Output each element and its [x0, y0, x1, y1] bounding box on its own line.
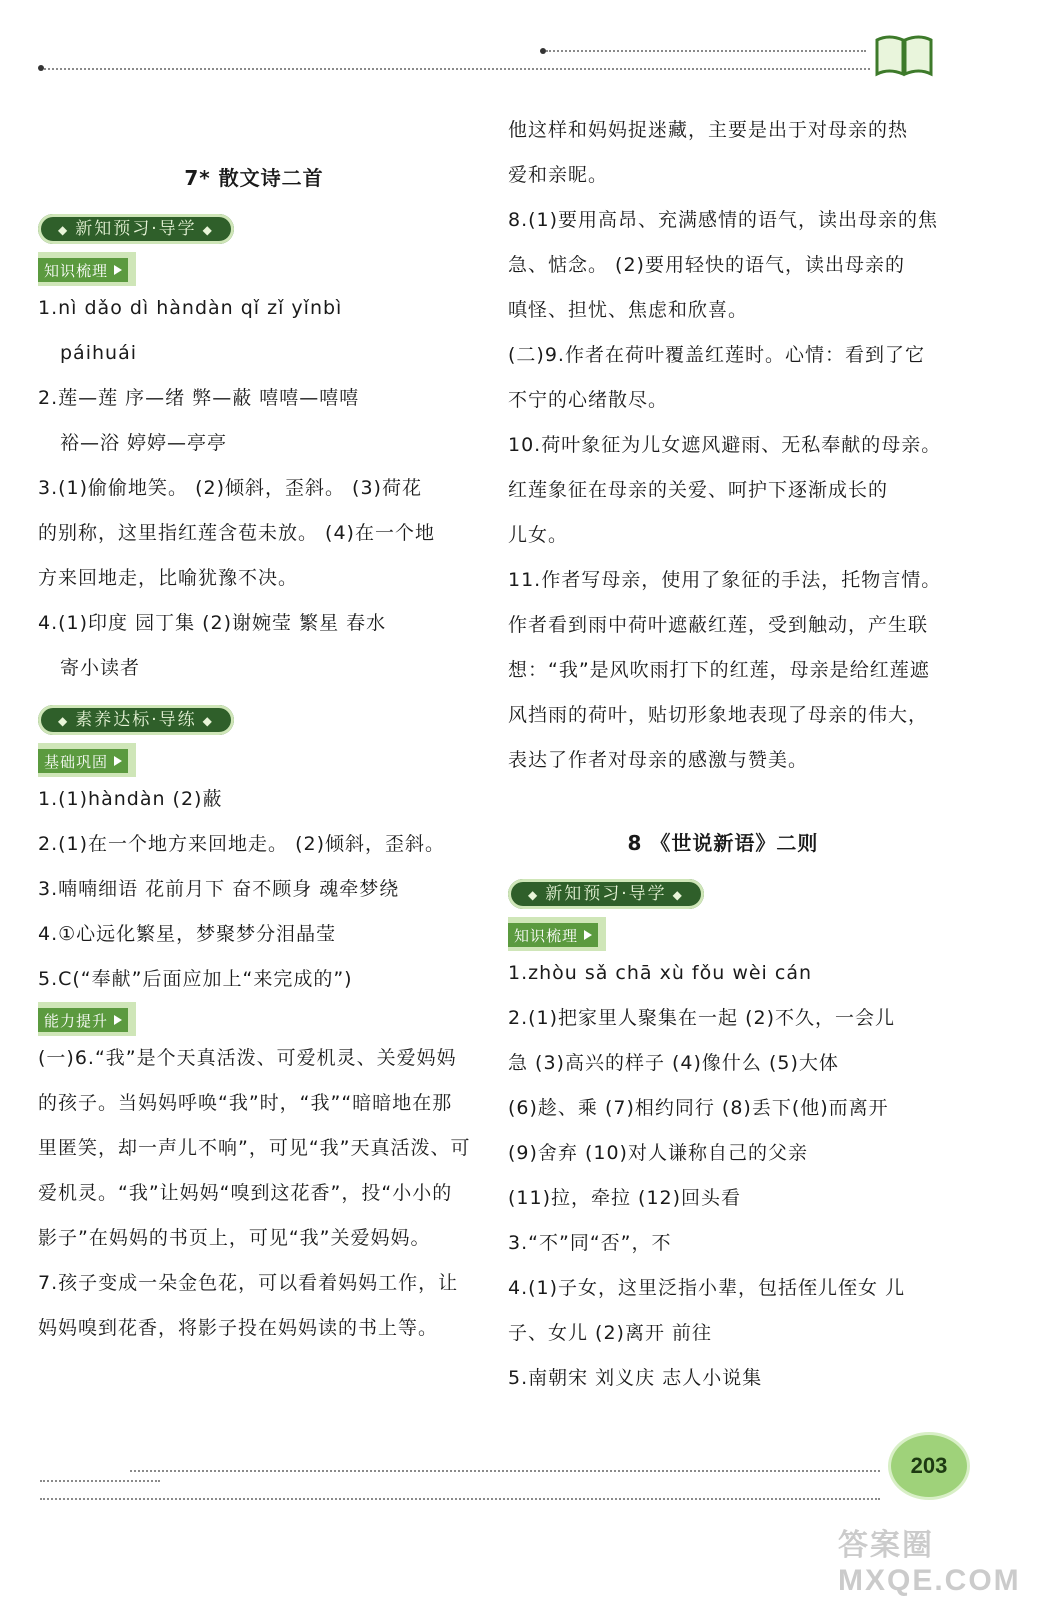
answer-line: 儿女。 — [508, 524, 569, 546]
diamond-icon: ◆ — [672, 888, 684, 902]
answer-line: 他这样和妈妈捉迷藏，主要是出于对母亲的热 — [508, 119, 909, 141]
answer-line: 4.①心远化繁星，梦聚梦分泪晶莹 — [38, 923, 337, 945]
play-arrow-icon — [114, 756, 122, 766]
footer-dotted-line — [40, 1480, 160, 1482]
watermark-logo: 答案圈 MXQE.COM — [838, 1529, 1021, 1597]
answer-line: 4.(1)印度 园丁集 (2)谢婉莹 繁星 春水 — [38, 612, 387, 634]
answer-line: 想：“我”是风吹雨打下的红莲，母亲是给红莲遮 — [508, 659, 930, 681]
answer-line: 1.(1)hàndàn (2)蔽 — [38, 788, 223, 810]
play-arrow-icon — [584, 930, 592, 940]
play-arrow-icon — [114, 265, 122, 275]
answer-line: 妈妈嗅到花香，将影子投在妈妈读的书上等。 — [38, 1317, 439, 1339]
header-dotted-line-upper — [546, 50, 866, 52]
answer-line: 急、惦念。 (2)要用轻快的语气，读出母亲的 — [508, 254, 905, 276]
answer-line: 表达了作者对母亲的感激与赞美。 — [508, 749, 809, 771]
page-number-badge: 203 — [888, 1432, 970, 1500]
tag-ability: 能力提升 — [38, 1002, 136, 1036]
section-title-8: 8 《世说新语》二则 — [627, 831, 819, 855]
answer-line: 1.nì dǎo dì hàndàn qǐ zǐ yǐnbì — [38, 297, 343, 319]
answer-line: 的孩子。当妈妈呼唤“我”时，“我”“暗暗地在那 — [38, 1092, 453, 1114]
section-title-7: 7* 散文诗二首 — [184, 166, 324, 190]
footer-dotted-line — [40, 1498, 880, 1500]
answer-line: 急 (3)高兴的样子 (4)像什么 (5)大体 — [508, 1052, 839, 1074]
diamond-icon: ◆ — [202, 223, 214, 237]
answer-line: (9)舍弃 (10)对人谦称自己的父亲 — [508, 1142, 808, 1164]
answer-line: 1.zhòu sǎ chā xù fǒu wèi cán — [508, 962, 813, 984]
answer-line: 寄小读者 — [60, 657, 141, 679]
open-book-icon — [873, 30, 935, 78]
banner-practice: ◆ 素养达标·导练 ◆ — [38, 705, 234, 735]
answer-line: 5.南朝宋 刘义庆 志人小说集 — [508, 1367, 763, 1389]
tag-knowledge: 知识梳理 — [508, 917, 606, 951]
banner-preview: ◆ 新知预习·导学 ◆ — [508, 879, 704, 909]
answer-line: 方来回地走，比喻犹豫不决。 — [38, 567, 299, 589]
answer-line: 子、女儿 (2)离开 前往 — [508, 1322, 712, 1344]
answer-line: 爱和亲昵。 — [508, 164, 609, 186]
diamond-icon: ◆ — [58, 223, 70, 237]
tag-basics: 基础巩固 — [38, 743, 136, 777]
play-arrow-icon — [114, 1015, 122, 1025]
diamond-icon: ◆ — [202, 714, 214, 728]
answer-line: 7.孩子变成一朵金色花，可以看着妈妈工作，让 — [38, 1272, 459, 1294]
answer-line: 8.(1)要用高昂、充满感情的语气，读出母亲的焦 — [508, 209, 939, 231]
left-column — [38, 108, 470, 1351]
answer-line: 裕—浴 婷婷—亭亭 — [60, 432, 228, 454]
answer-line: 风挡雨的荷叶，贴切形象地表现了母亲的伟大， — [508, 704, 929, 726]
diamond-icon: ◆ — [58, 714, 70, 728]
tag-knowledge: 知识梳理 — [38, 252, 136, 286]
answer-line: (二)9.作者在荷叶覆盖红莲时。心情：看到了它 — [508, 344, 925, 366]
answer-line: 3.喃喃细语 花前月下 奋不顾身 魂牵梦绕 — [38, 878, 400, 900]
header-dotted-line — [40, 68, 870, 70]
header-dot — [38, 65, 44, 71]
answer-line: 的别称，这里指红莲含苞未放。 (4)在一个地 — [38, 522, 435, 544]
banner-preview: ◆ 新知预习·导学 ◆ — [38, 214, 234, 244]
answer-line: 作者看到雨中荷叶遮蔽红莲，受到触动，产生联 — [508, 614, 929, 636]
answer-line: (一)6.“我”是个天真活泼、可爱机灵、关爱妈妈 — [38, 1047, 457, 1069]
answer-line: 3.(1)偷偷地笑。 (2)倾斜，歪斜。 (3)荷花 — [38, 477, 422, 499]
diamond-icon: ◆ — [528, 888, 540, 902]
answer-line: 11.作者写母亲，使用了象征的手法，托物言情。 — [508, 569, 942, 591]
answer-line: 2.(1)在一个地方来回地走。 (2)倾斜，歪斜。 — [38, 833, 445, 855]
answer-line: 5.C(“奉献”后面应加上“来完成的”) — [38, 968, 353, 990]
right-column — [508, 108, 942, 1401]
answer-line: 里匿笑，却一声儿不响”，可见“我”天真活泼、可 — [38, 1137, 471, 1159]
answer-line: 3.“不”同“否”，不 — [508, 1232, 672, 1254]
answer-line: (11)拉，牵拉 (12)回头看 — [508, 1187, 742, 1209]
answer-line: 10.荷叶象征为儿女遮风避雨、无私奉献的母亲。 — [508, 434, 942, 456]
answer-line: 4.(1)子女，这里泛指小辈，包括侄儿侄女 儿 — [508, 1277, 906, 1299]
answer-line: 嗔怪、担忧、焦虑和欣喜。 — [508, 299, 749, 321]
answer-line: (6)趁、乘 (7)相约同行 (8)丢下(他)而离开 — [508, 1097, 889, 1119]
answer-line: 2.(1)把家里人聚集在一起 (2)不久，一会儿 — [508, 1007, 895, 1029]
answer-line: 爱机灵。“我”让妈妈“嗅到这花香”，投“小小的 — [38, 1182, 453, 1204]
footer-dotted-line — [130, 1470, 880, 1472]
answer-line: 2.莲—莲 序—绪 弊—蔽 嘻嘻—嘻嘻 — [38, 387, 360, 409]
answer-line: páihuái — [60, 342, 137, 364]
answer-line: 影子”在妈妈的书页上，可见“我”关爱妈妈。 — [38, 1227, 431, 1249]
answer-line: 不宁的心绪散尽。 — [508, 389, 669, 411]
answer-line: 红莲象征在母亲的关爱、呵护下逐渐成长的 — [508, 479, 889, 501]
